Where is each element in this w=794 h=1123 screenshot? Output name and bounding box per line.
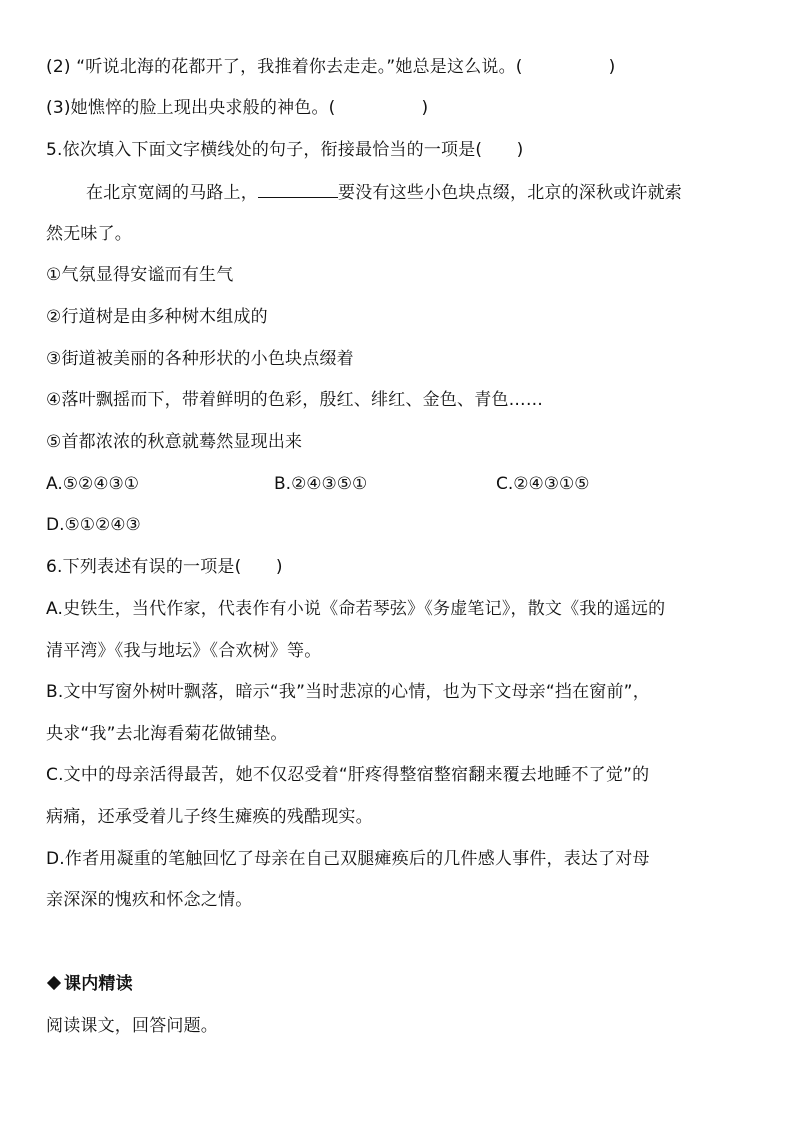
q5-item-2: ②行道树是由多种树木组成的 (46, 307, 268, 327)
q6-option-c-line-1: C.文中的母亲活得最苦，她不仅忍受着“肝疼得整宿整宿翻来覆去地睡不了觉”的 (46, 765, 650, 785)
q5-passage-line-1 (86, 181, 682, 204)
q5-option-a: A.⑤②④③① (46, 474, 139, 494)
q5-option-d: D.⑤①②④③ (46, 515, 141, 535)
q6-option-b-line-2: 央求“我”去北海看菊花做铺垫。 (46, 724, 288, 744)
q5-item-3: ③街道被美丽的各种形状的小色块点缀着 (46, 349, 354, 369)
q5-stem: 5.依次填入下面文字横线处的句子，衔接最恰当的一项是( ) (46, 140, 524, 160)
q5-item-1: ①气氛显得安谧而有生气 (46, 265, 234, 285)
q5-passage-before: 在北京宽阔的马路上， (86, 183, 258, 203)
section-instruction: 阅读课文，回答问题。 (46, 1016, 218, 1036)
diamond-bullet-icon (47, 976, 61, 990)
q6-option-d-line-2: 亲深深的愧疚和怀念之情。 (46, 890, 253, 910)
q6-option-a-line-2: 清平湾》《我与地坛》《合欢树》等。 (46, 641, 322, 661)
q6-stem: 6.下列表述有误的一项是( ) (46, 557, 283, 577)
q6-option-d-line-1: D.作者用凝重的笔触回忆了母亲在自己双腿瘫痪后的几件感人事件，表达了对母 (46, 849, 650, 869)
q6-option-c-line-2: 病痛，还承受着儿子终生瘫痪的残酷现实。 (46, 807, 373, 827)
q5-option-c: C.②④③①⑤ (496, 474, 590, 494)
q6-option-a-line-1: A.史铁生，当代作家，代表作有小说《命若琴弦》《务虚笔记》，散文《我的遥远的 (46, 599, 666, 619)
section-title: 课内精读 (64, 974, 133, 994)
fill-in-blank (258, 181, 338, 198)
q5-option-b: B.②④③⑤① (274, 474, 368, 494)
q6-option-b-line-1: B.文中写窗外树叶飘落，暗示“我”当时悲凉的心情，也为下文母亲“挡在窗前”， (46, 682, 650, 702)
q5-passage-after: 要没有这些小色块点缀，北京的深秋或许就索 (338, 183, 682, 203)
q4-item-3: (3)她憔悴的脸上现出央求般的神色。( ) (46, 98, 429, 118)
section-heading (46, 973, 133, 995)
q4-item-2: (2) “听说北海的花都开了，我推着你去走走。”她总是这么说。( ) (46, 57, 616, 77)
q5-item-5: ⑤首都浓浓的秋意就蓦然显现出来 (46, 432, 303, 452)
q5-passage-line-2: 然无味了。 (46, 224, 132, 244)
q5-item-4: ④落叶飘摇而下，带着鲜明的色彩，殷红、绯红、金色、青色…… (46, 390, 544, 410)
